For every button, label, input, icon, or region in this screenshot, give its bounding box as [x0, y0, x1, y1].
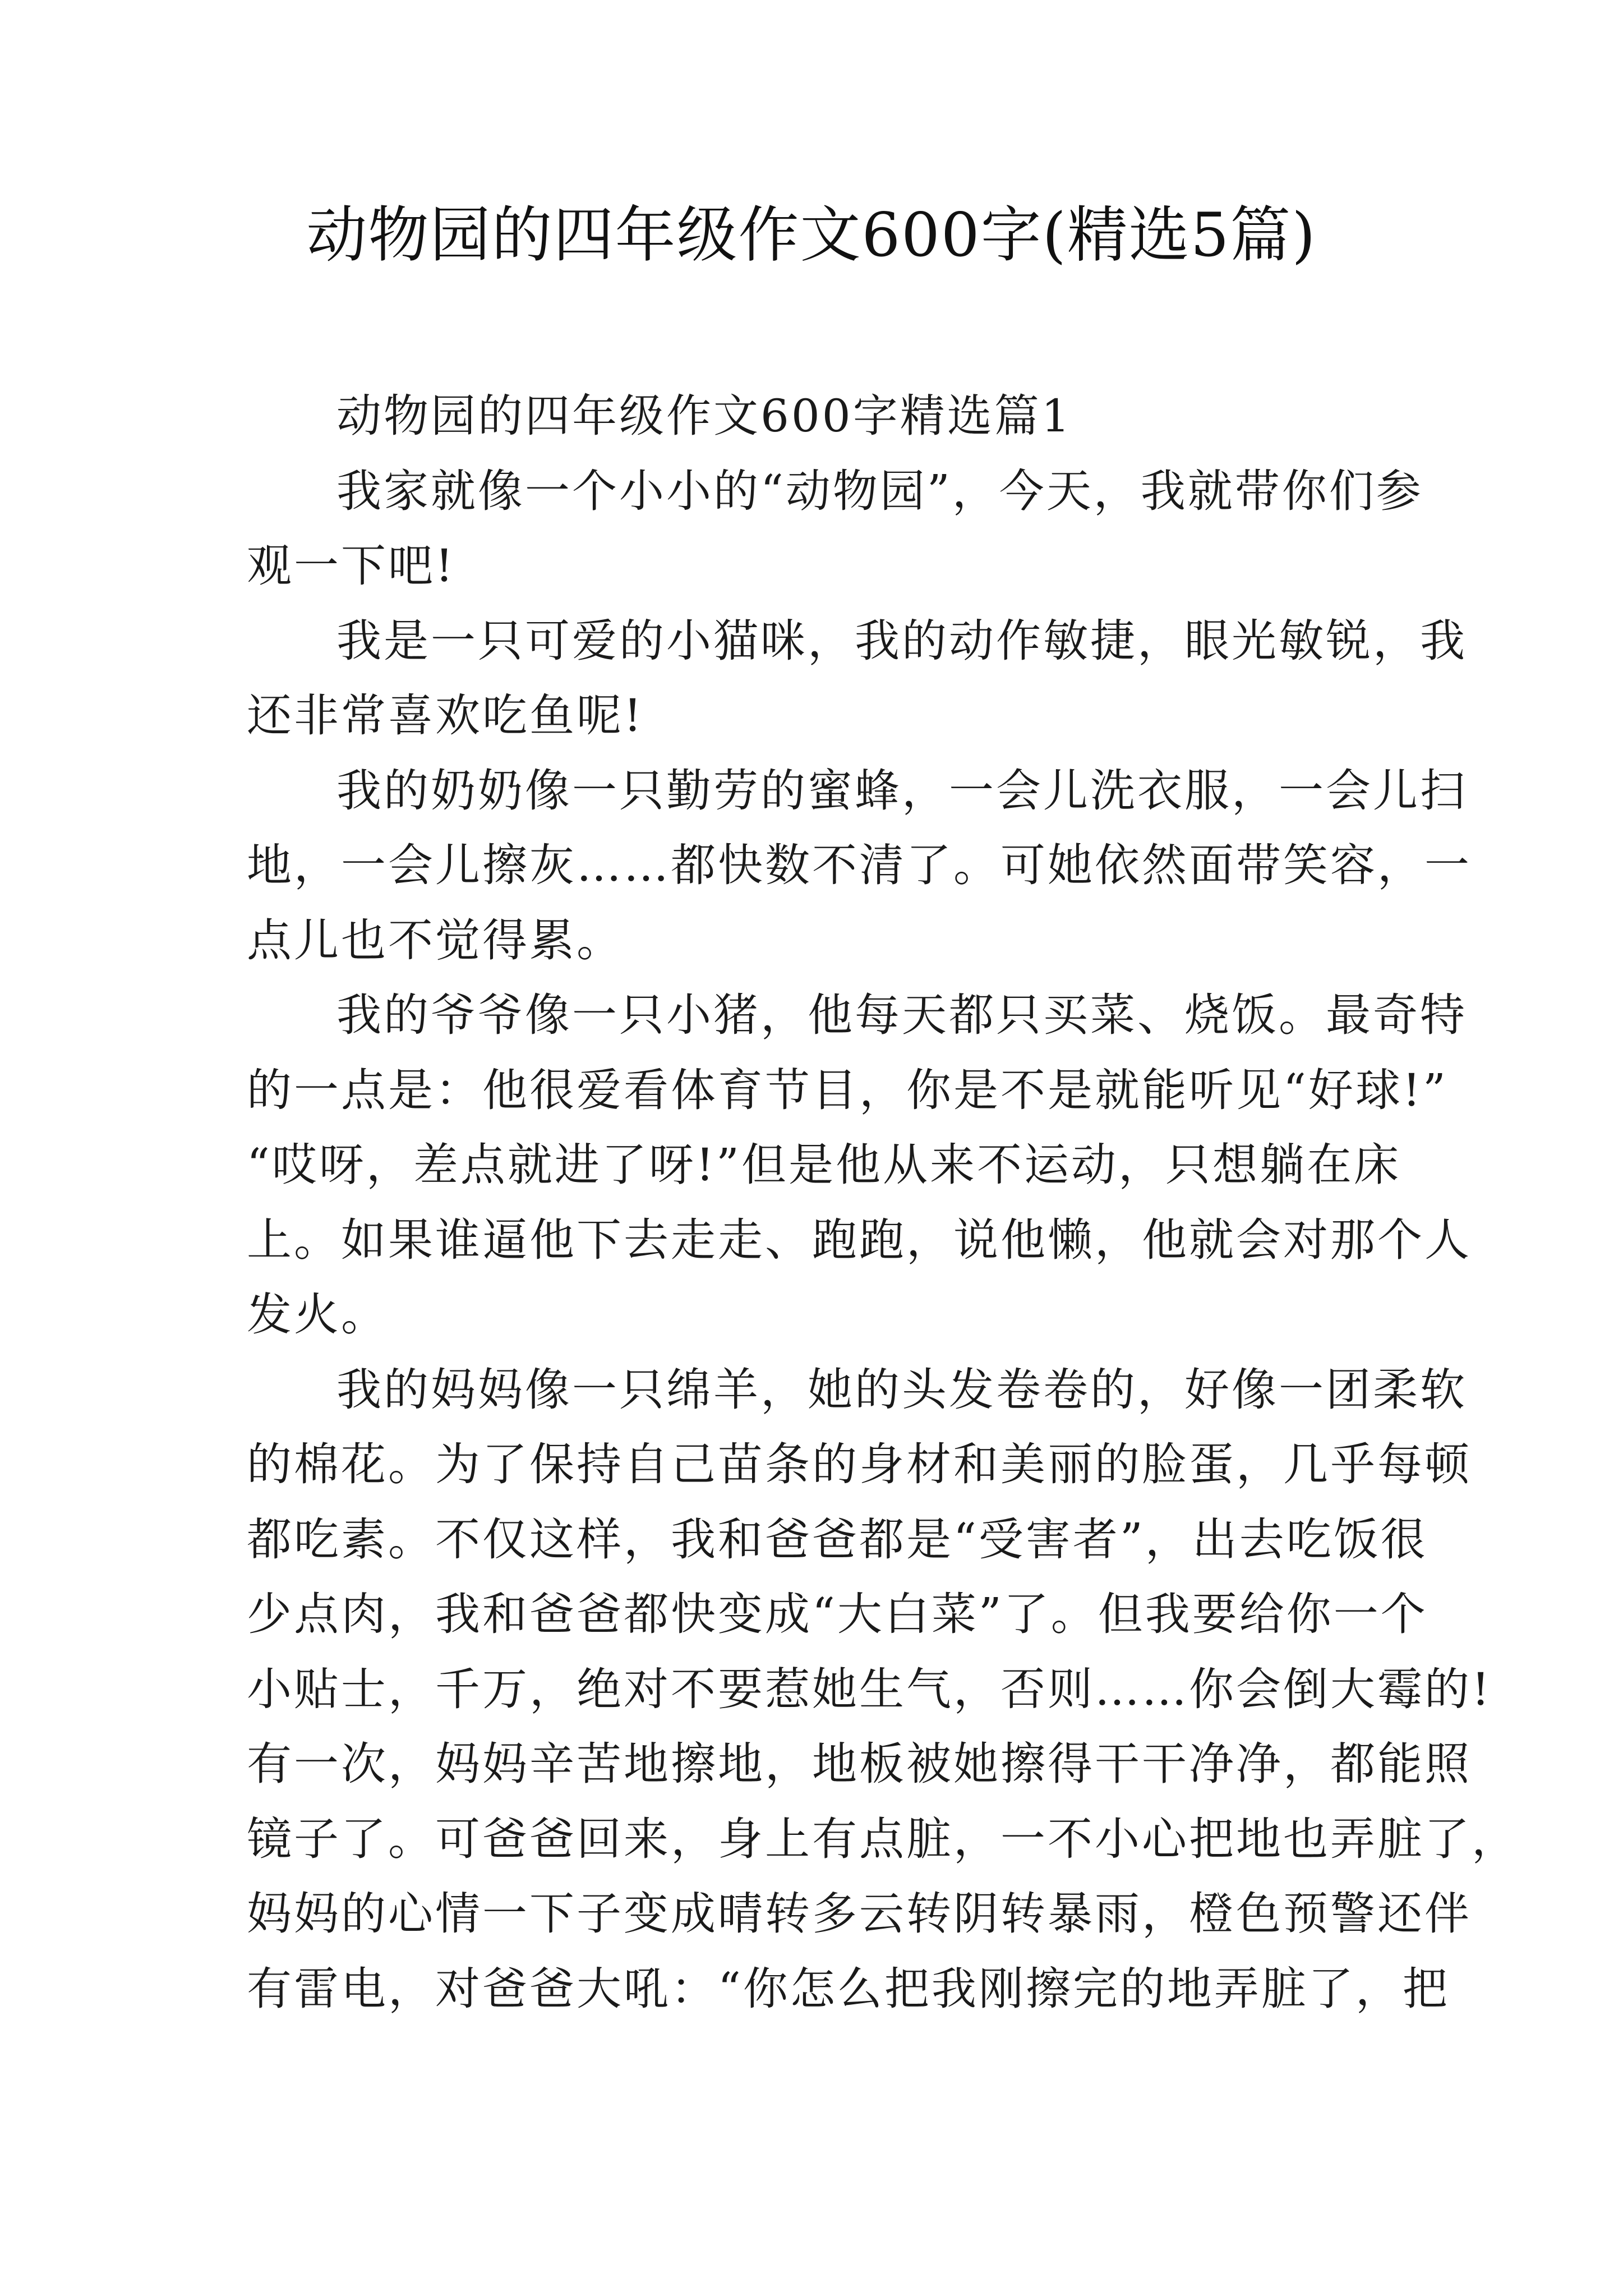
paragraph-line: 都吃素。不仅这样，我和爸爸都是“受害者”，出去吃饭很	[247, 1513, 1428, 1566]
paragraph-line: 点儿也不觉得累。	[247, 914, 624, 967]
paragraph	[247, 604, 1467, 753]
paragraph-line: 发火。	[247, 1289, 388, 1341]
paragraph-line: 上。如果谁逼他下去走走、跑跑，说他懒，他就会对那个人	[247, 1213, 1472, 1266]
paragraph-line: 我家就像一个小小的“动物园”，今天，我就带你们参	[336, 464, 1423, 517]
paragraph-line: 我的爷爷像一只小猪，他每天都只买菜、烧饭。最奇特	[336, 989, 1467, 1041]
paragraph	[247, 454, 1423, 604]
paragraph-line: 小贴士，千万，绝对不要惹她生气，否则……你会倒大霉的!	[247, 1663, 1492, 1715]
paragraph-line: 我的妈妈像一只绵羊，她的头发卷卷的，好像一团柔软	[336, 1363, 1467, 1416]
paragraph-line: 少点肉，我和爸爸都快变成“大白菜”了。但我要给你一个	[247, 1588, 1428, 1640]
paragraph	[247, 753, 1472, 978]
section-heading: 动物园的四年级作文600字精选篇1	[336, 390, 1072, 442]
paragraph	[247, 978, 1472, 1352]
paragraph-line: 我是一只可爱的小猫咪，我的动作敏捷，眼光敏锐，我	[336, 614, 1467, 667]
paragraph-line: 有雷电，对爸爸大吼：“你怎么把我刚擦完的地弄脏了，把	[247, 1962, 1450, 2015]
document-title: 动物园的四年级作文600字(精选5篇)	[306, 200, 1317, 270]
paragraph-line: 镜子了。可爸爸回来，身上有点脏，一不小心把地也弄脏了，	[247, 1812, 1519, 1865]
paragraph-line: 我的奶奶像一只勤劳的蜜蜂，一会儿洗衣服，一会儿扫	[336, 764, 1467, 817]
paragraph-line: 的一点是：他很爱看体育节目，你是不是就能听见“好球!”	[247, 1064, 1448, 1116]
paragraph-line: 的棉花。为了保持自己苗条的身材和美丽的脸蛋，几乎每顿	[247, 1438, 1472, 1490]
paragraph-line: 地，一会儿擦灰……都快数不清了。可她依然面带笑容，一	[247, 839, 1472, 891]
paragraph-line: 观一下吧!	[247, 540, 456, 592]
paragraph-line: 还非常喜欢吃鱼呢!	[247, 689, 644, 742]
paragraph-line: “哎呀，差点就进了呀!”但是他从来不运动，只想躺在床	[247, 1139, 1401, 1191]
paragraph	[247, 1352, 1519, 2027]
paragraph-line: 有一次，妈妈辛苦地擦地，地板被她擦得干干净净，都能照	[247, 1738, 1472, 1790]
paragraph-line: 妈妈的心情一下子变成晴转多云转阴转暴雨，橙色预警还伴	[247, 1888, 1472, 1940]
document-body	[247, 379, 1519, 2026]
